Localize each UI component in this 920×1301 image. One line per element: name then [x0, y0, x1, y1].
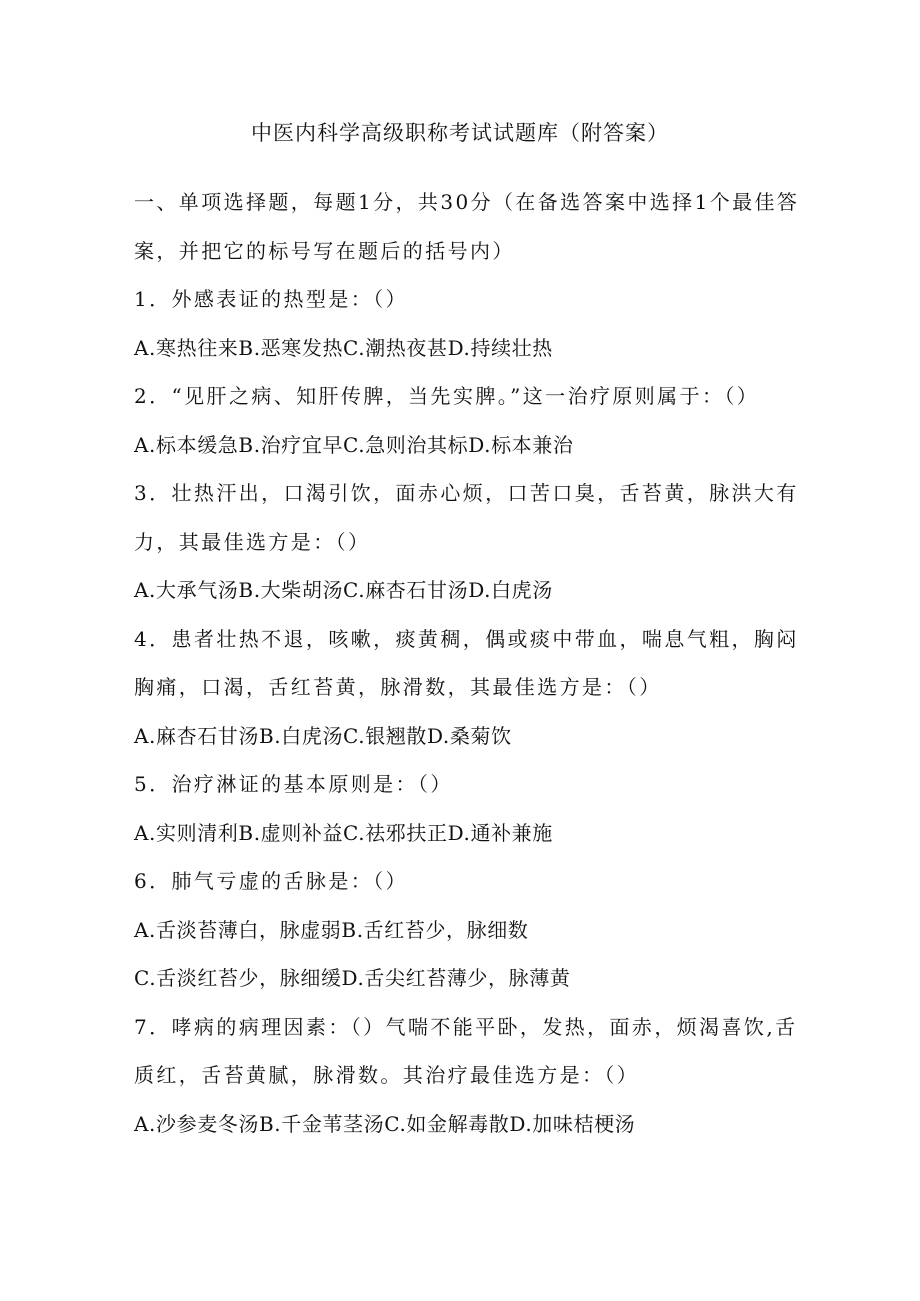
- question-2: 2．“见肝之病、知肝传脾，当先实脾。”这一治疗原则属于：（）: [134, 384, 760, 408]
- question-2-options: A.标本缓急B.治疗宜早C.急则治其标D.标本兼治: [134, 432, 574, 457]
- question-1-options: A.寒热往来B.恶寒发热C.潮热夜甚D.持续壮热: [134, 335, 553, 360]
- question-1: 1．外感表证的热型是：（）: [134, 287, 408, 311]
- question-5-options: A.实则清利B.虚则补益C.祛邪扶正D.通补兼施: [134, 820, 553, 845]
- question-5: 5．治疗淋证的基本原则是：（）: [134, 772, 453, 796]
- section-heading-line-2: 案，并把它的标号写在题后的括号内）: [134, 238, 515, 263]
- section-heading-line-1: 一、单项选择题，每题1分，共30分（在备选答案中选择1个最佳答: [134, 190, 800, 214]
- document-title: 中医内科学高级职称考试试题库（附答案）: [251, 121, 669, 145]
- document-body: [134, 178, 800, 1148]
- question-7-line-1: 7．哮病的病理因素：（）气喘不能平卧，发热，面赤，烦渴喜饮,舌: [134, 1014, 798, 1039]
- question-4-line-2: 胸痛，口渴，舌红苔黄，脉滑数，其最佳选方是：（）: [134, 675, 662, 699]
- question-4-line-1: 4．患者壮热不退，咳嗽，痰黄稠，偶或痰中带血，喘息气粗，胸闷: [134, 626, 799, 651]
- question-6-options-line-2: C.舌淡红苔少，脉细缓D.舌尖红苔薄少，脉薄黄: [134, 966, 571, 990]
- question-7-options: A.沙参麦冬汤B.千金苇茎汤C.如金解毒散D.加味桔梗汤: [134, 1111, 636, 1136]
- question-3-line-2: 力，其最佳选方是：（）: [134, 529, 371, 554]
- question-7-line-2: 质红，舌苔黄腻，脉滑数。其治疗最佳选方是：（）: [134, 1063, 640, 1087]
- question-4-options: A.麻杏石甘汤B.白虎汤C.银翘散D.桑菊饮: [134, 723, 512, 748]
- question-6-options-line-1: A.舌淡苔薄白，脉虚弱B.舌红苔少，脉细数: [134, 917, 529, 942]
- question-3-options: A.大承气汤B.大柴胡汤C.麻杏石甘汤D.白虎汤: [134, 578, 553, 602]
- question-3-line-1: 3．壮热汗出，口渴引饮，面赤心烦，口苦口臭，舌苔黄，脉洪大有: [134, 481, 799, 505]
- question-6: 6．肺气亏虚的舌脉是：（）: [134, 869, 408, 893]
